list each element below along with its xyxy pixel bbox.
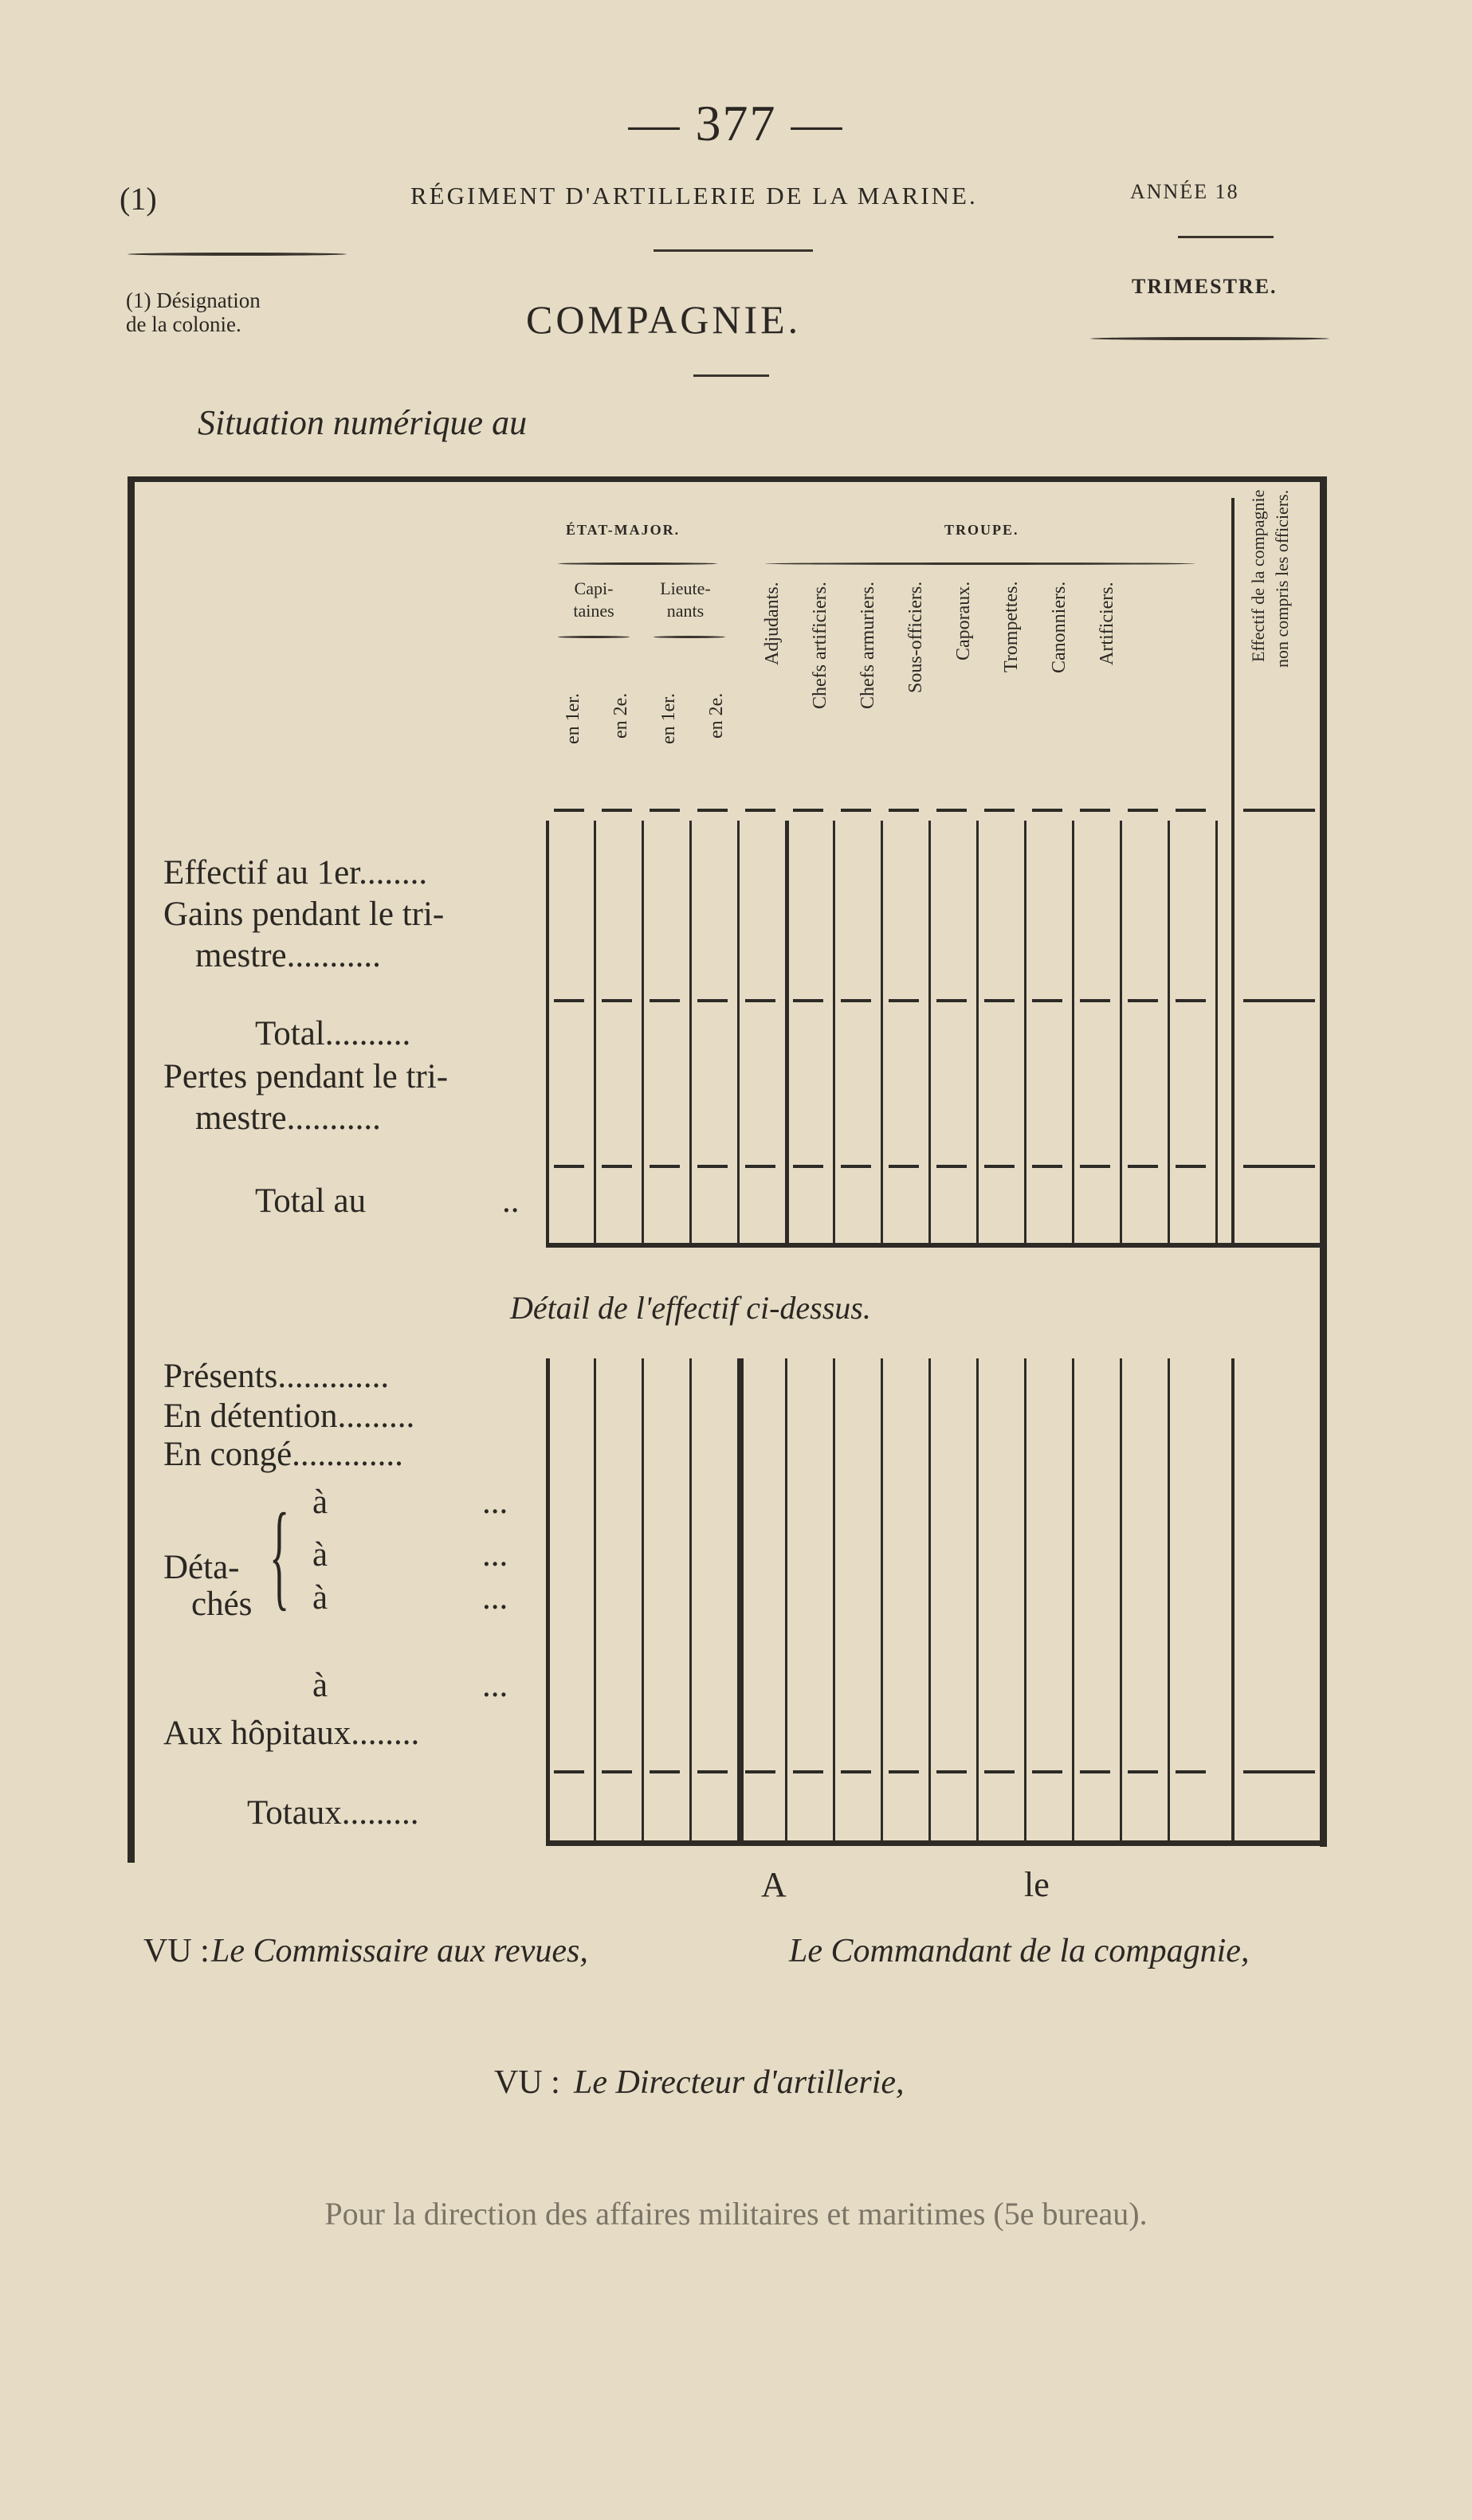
row-gains: Gains pendant le tri-	[163, 896, 445, 933]
total-rule-dash	[1243, 999, 1315, 1002]
row-total-au: Total au	[255, 1182, 367, 1220]
totaux-rule-dash	[650, 1770, 680, 1773]
lieutenants-header	[642, 578, 729, 622]
row-detache-4: à	[312, 1667, 328, 1704]
row-total: Total..........	[255, 1015, 411, 1052]
lower-col-line	[1231, 1358, 1235, 1840]
totaux-rule-dash	[889, 1770, 919, 1773]
capitaines-brace	[558, 636, 630, 638]
sub-col-cap-2: en 2e.	[610, 693, 631, 739]
row-hopitaux: Aux hôpitaux........	[163, 1715, 420, 1752]
upper-col-line	[689, 821, 692, 1243]
upper-col-line	[1215, 821, 1218, 1243]
total-rule-dash	[554, 999, 584, 1002]
totaux-rule-dash	[1032, 1770, 1062, 1773]
trimestre-label: TRIMESTRE.	[1132, 275, 1278, 298]
total-au-rule-dash	[650, 1165, 680, 1168]
row-total-au-dots: ..	[502, 1182, 520, 1220]
total-au-rule-dash	[936, 1165, 967, 1168]
total-rule-dash	[841, 999, 871, 1002]
row-pertes: Pertes pendant le tri-	[163, 1058, 449, 1095]
note-line-1: (1) Désignation	[126, 288, 261, 312]
commandant-signature: Le Commandant de la compagnie,	[789, 1933, 1250, 1969]
totaux-rule-dash	[1080, 1770, 1110, 1773]
upper-col-line	[1168, 821, 1170, 1243]
col-canonniers: Canonniers.	[1049, 582, 1070, 674]
header-rule-dash	[1243, 809, 1315, 812]
upper-col-line	[928, 821, 931, 1243]
lieutenants-line-1: Lieute-	[660, 578, 711, 598]
header-rule-dash	[650, 809, 680, 812]
commissaire-signature: Le Commissaire aux revues,	[211, 1933, 588, 1969]
header-rule-dash	[554, 809, 584, 812]
troupe-brace	[765, 562, 1195, 565]
upper-col-line	[594, 821, 596, 1243]
lower-col-line	[546, 1358, 550, 1840]
total-au-rule-dash	[554, 1165, 584, 1168]
row-detache-1: à	[312, 1483, 328, 1521]
header-rule-dash	[697, 809, 728, 812]
vu-label-1: VU :	[143, 1933, 210, 1969]
row-pertes-mestre: mestre...........	[195, 1099, 381, 1137]
totaux-rule-dash	[1243, 1770, 1315, 1773]
col-chefs-armuriers: Chefs armuriers.	[858, 582, 878, 709]
lower-col-line	[976, 1358, 979, 1840]
totaux-rule-dash	[841, 1770, 871, 1773]
header-rule-dash	[936, 809, 967, 812]
totaux-rule-dash	[1176, 1770, 1206, 1773]
total-au-rule-dash	[1080, 1165, 1110, 1168]
lower-col-line	[642, 1358, 644, 1840]
totaux-rule-dash	[1128, 1770, 1158, 1773]
total-au-rule-dash	[1032, 1165, 1062, 1168]
total-au-rule-dash	[1243, 1165, 1315, 1168]
totaux-rule-dash	[554, 1770, 584, 1773]
total-rule-dash	[1128, 999, 1158, 1002]
dots: ...	[482, 1536, 508, 1574]
etat-major-brace	[558, 562, 717, 565]
totaux-rule-dash	[697, 1770, 728, 1773]
total-au-rule-dash	[745, 1165, 775, 1168]
header-rule-dash	[1032, 809, 1062, 812]
total-rule-dash	[936, 999, 967, 1002]
upper-col-line	[833, 821, 835, 1243]
upper-col-line	[1072, 821, 1074, 1243]
regiment-title: RÉGIMENT D'ARTILLERIE DE LA MARINE.	[410, 182, 978, 210]
upper-col-line	[785, 821, 789, 1243]
totaux-rule-dash	[745, 1770, 775, 1773]
total-rule-dash	[697, 999, 728, 1002]
troupe-header: TROUPE.	[944, 522, 1019, 538]
ornament-left	[128, 253, 347, 256]
detail-title: Détail de l'effectif ci-dessus.	[510, 1290, 871, 1326]
col-sous-officiers: Sous-officiers.	[905, 582, 926, 694]
table-bottom-border	[546, 1840, 1327, 1846]
header-rule-dash	[984, 809, 1015, 812]
header-rule-dash	[889, 809, 919, 812]
total-rule-dash	[1176, 999, 1206, 1002]
dots: ...	[482, 1667, 508, 1704]
lieutenants-line-2: nants	[666, 601, 705, 621]
sub-col-cap-1: en 1er.	[563, 693, 583, 744]
page-number: — 377 —	[628, 95, 844, 151]
header-rule-dash	[1080, 809, 1110, 812]
upper-col-line	[1120, 821, 1122, 1243]
upper-col-line	[642, 821, 644, 1243]
upper-col-line	[976, 821, 979, 1243]
total-au-rule-dash	[889, 1165, 919, 1168]
etat-major-header: ÉTAT-MAJOR.	[566, 522, 681, 538]
capitaines-header	[550, 578, 638, 622]
totaux-rule-dash	[984, 1770, 1015, 1773]
lower-col-line	[833, 1358, 835, 1840]
total-au-rule-dash	[984, 1165, 1015, 1168]
upper-col-line	[881, 821, 883, 1243]
total-rule-dash	[1032, 999, 1062, 1002]
header-rule-dash	[602, 809, 632, 812]
table-top-border	[128, 476, 1325, 482]
row-detache-3: à	[312, 1579, 328, 1617]
total-rule-dash	[793, 999, 823, 1002]
header-rule-dash	[793, 809, 823, 812]
situation-title: Situation numérique au	[198, 403, 528, 442]
row-conge: En congé.............	[163, 1436, 403, 1473]
compagnie-rule-bottom	[693, 374, 769, 377]
detaches-line-1: Déta-	[163, 1549, 240, 1586]
directeur-signature: Le Directeur d'artillerie,	[574, 2064, 905, 2101]
row-gains-mestre: mestre...........	[195, 937, 381, 974]
vu-label-2: VU :	[494, 2064, 560, 2101]
upper-col-line	[737, 821, 740, 1243]
ornament-right	[1090, 337, 1329, 340]
lower-col-line	[881, 1358, 883, 1840]
compagnie-title: COMPAGNIE.	[526, 297, 802, 342]
capitaines-line-1: Capi-	[574, 578, 614, 598]
table-right-border	[1320, 476, 1327, 1847]
lower-col-line	[785, 1358, 787, 1840]
total-au-rule-dash	[841, 1165, 871, 1168]
sub-col-lt-2: en 2e.	[706, 693, 727, 739]
col-chefs-artificiers: Chefs artificiers.	[810, 582, 830, 709]
upper-col-line	[1024, 821, 1026, 1243]
date-label: le	[1024, 1865, 1050, 1904]
table-left-border	[128, 476, 135, 1863]
row-detention: En détention.........	[163, 1397, 415, 1435]
col-caporaux: Caporaux.	[953, 582, 974, 661]
lower-col-line	[1168, 1358, 1170, 1840]
detaches-line-2: chés	[191, 1585, 253, 1623]
lower-col-line	[1072, 1358, 1074, 1840]
dots: ...	[482, 1483, 508, 1521]
lower-col-line	[737, 1358, 744, 1840]
total-au-rule-dash	[697, 1165, 728, 1168]
trimestre-rule-top	[1178, 236, 1274, 238]
detaches-brace: {	[269, 1489, 290, 1621]
total-rule-dash	[650, 999, 680, 1002]
effectif-divider	[1231, 498, 1235, 1243]
row-detache-2: à	[312, 1536, 328, 1574]
annee-label: ANNÉE 18	[1130, 180, 1239, 203]
lieutenants-brace	[654, 636, 725, 638]
section-divider	[546, 1243, 1327, 1248]
col-artificiers: Artificiers.	[1097, 582, 1117, 665]
totaux-rule-dash	[936, 1770, 967, 1773]
total-au-rule-dash	[1176, 1165, 1206, 1168]
header-rule-dash	[745, 809, 775, 812]
col-adjudants: Adjudants.	[762, 582, 783, 665]
col-trompettes: Trompettes.	[1001, 582, 1022, 673]
totaux-rule-dash	[793, 1770, 823, 1773]
total-rule-dash	[889, 999, 919, 1002]
capitaines-line-2: taines	[573, 601, 614, 621]
note-label	[126, 288, 261, 336]
col-effectif-2: non compris les officiers.	[1272, 490, 1292, 668]
row-presents: Présents.............	[163, 1358, 390, 1395]
total-au-rule-dash	[1128, 1165, 1158, 1168]
header-rule-dash	[841, 809, 871, 812]
sub-col-lt-1: en 1er.	[658, 693, 679, 744]
dots: ...	[482, 1579, 508, 1617]
total-au-rule-dash	[602, 1165, 632, 1168]
lower-col-line	[1024, 1358, 1026, 1840]
lower-col-line	[928, 1358, 931, 1840]
header-rule-dash	[1176, 809, 1206, 812]
totaux-rule-dash	[602, 1770, 632, 1773]
note-line-2: de la colonie.	[126, 312, 241, 336]
row-totaux: Totaux.........	[247, 1794, 419, 1832]
upper-col-line	[546, 821, 549, 1243]
total-rule-dash	[602, 999, 632, 1002]
total-rule-dash	[984, 999, 1015, 1002]
lower-col-line	[594, 1358, 596, 1840]
place-label: A	[761, 1865, 787, 1904]
note-marker: (1)	[120, 181, 157, 217]
total-rule-dash	[1080, 999, 1110, 1002]
compagnie-rule-top	[654, 249, 813, 252]
row-effectif: Effectif au 1er........	[163, 854, 428, 892]
total-au-rule-dash	[793, 1165, 823, 1168]
col-effectif-1: Effectif de la compagnie	[1248, 490, 1268, 663]
total-rule-dash	[745, 999, 775, 1002]
lower-col-line	[689, 1358, 692, 1840]
header-rule-dash	[1128, 809, 1158, 812]
footer-text: Pour la direction des affaires militaires et maritimes (5e bureau).	[324, 2196, 1148, 2232]
lower-col-line	[1120, 1358, 1122, 1840]
